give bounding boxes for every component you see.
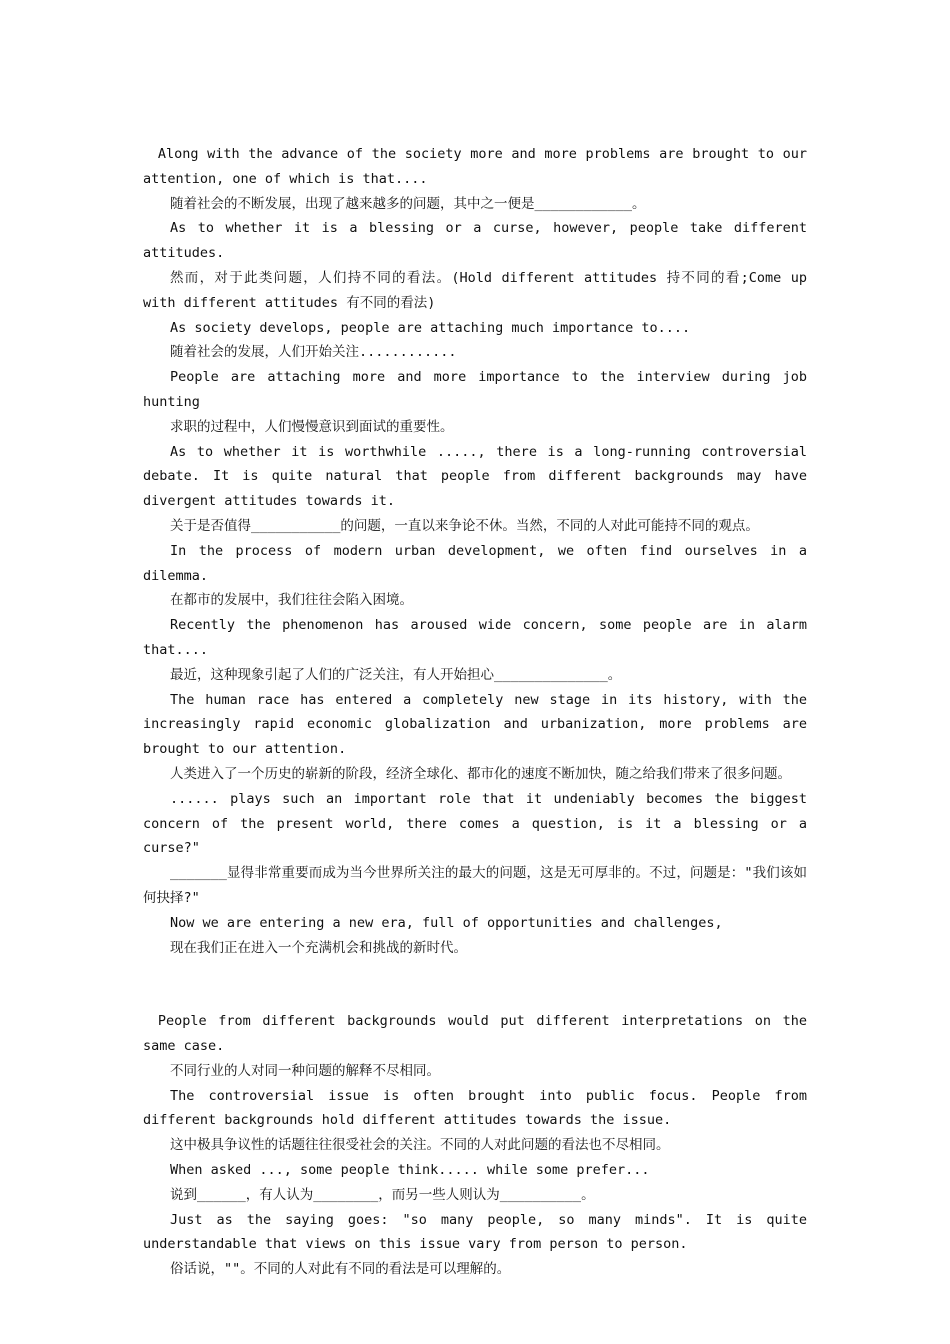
paragraph: As society develops, people are attaching much importance to....: [170, 319, 691, 336]
paragraph: When asked ..., some people think..... while some prefer...: [170, 1162, 650, 1179]
section-spacer: [143, 960, 807, 1009]
paragraph: 随着社会的不断发展，出现了越来越多的问题，其中之一便是____________。: [170, 195, 646, 212]
section-opinions: [143, 1009, 816, 1282]
paragraph: Just as the saying goes: "so many people, so many minds". It is quite understandable that views on this issue vary from person to person.: [143, 1211, 816, 1253]
paragraph: 关于是否值得___________的问题，一直以来争论不休。当然，不同的人对此可能持不同的观点。: [170, 517, 759, 534]
paragraph: As to whether it is worthwhile ....., there is a long-running controversial debate. It is quite natural that people from different backgrounds may have divergent attitudes towards it.: [143, 443, 816, 510]
paragraph: The controversial issue is often brought into public focus. People from different backgrounds hold different attitudes towards the issue.: [143, 1087, 816, 1129]
paragraph: ...... plays such an important role that it undeniably becomes the biggest concern of the present world, there comes a question, is it a blessing or a curse?": [143, 790, 816, 857]
paragraph: 这中极具争议性的话题往往很受社会的关注。不同的人对此问题的看法也不尽相同。: [170, 1137, 670, 1154]
paragraph: 求职的过程中，人们慢慢意识到面试的重要性。: [170, 418, 454, 435]
paragraph: 然而，对于此类问题，人们持不同的看法。(Hold different attitudes 持不同的看;Come up with different attitudes 有不同的看法): [143, 269, 816, 311]
paragraph: Recently the phenomenon has aroused wide concern, some people are in alarm that....: [143, 617, 816, 658]
paragraph: 最近，这种现象引起了人们的广泛关注，有人开始担心______________。: [170, 666, 622, 683]
document-body: [143, 142, 816, 1282]
paragraph: 不同行业的人对同一种问题的解释不尽相同。: [170, 1062, 440, 1079]
paragraph: _______显得非常重要而成为当今世界所关注的最大的问题，这是无可厚非的。不过，问题是："我们该如何抉择?": [143, 865, 807, 906]
paragraph: Along with the advance of the society more and more problems are brought to our attention, one of which is that....: [143, 146, 816, 187]
paragraph: People are attaching more and more importance to the interview during job hunting: [143, 369, 816, 410]
paragraph: 现在我们正在进入一个充满机会和挑战的新时代。: [170, 939, 467, 956]
paragraph: People from different backgrounds would put different interpretations on the same case.: [143, 1013, 816, 1055]
paragraph: 随着社会的发展，人们开始关注............: [170, 344, 457, 361]
paragraph: In the process of modern urban development, we often find ourselves in a dilemma.: [143, 542, 816, 584]
paragraph: Now we are entering a new era, full of opportunities and challenges,: [170, 914, 723, 931]
paragraph: 在都市的发展中，我们往往会陷入困境。: [170, 592, 413, 609]
paragraph: The human race has entered a completely new stage in its history, with the increasingly rapid economic globalization and urbanization, more problems are brought to our attention.: [143, 691, 816, 758]
paragraph: 人类进入了一个历史的崭新的阶段，经济全球化、都市化的速度不断加快，随之给我们带来了很多问题。: [170, 765, 791, 782]
section-introductions: [143, 142, 816, 960]
paragraph: As to whether it is a blessing or a curse, however, people take different attitudes.: [143, 220, 816, 262]
paragraph: 俗话说，""。不同的人对此有不同的看法是可以理解的。: [170, 1261, 511, 1278]
paragraph: 说到______，有人认为________，而另一些人则认为__________。: [170, 1186, 595, 1203]
